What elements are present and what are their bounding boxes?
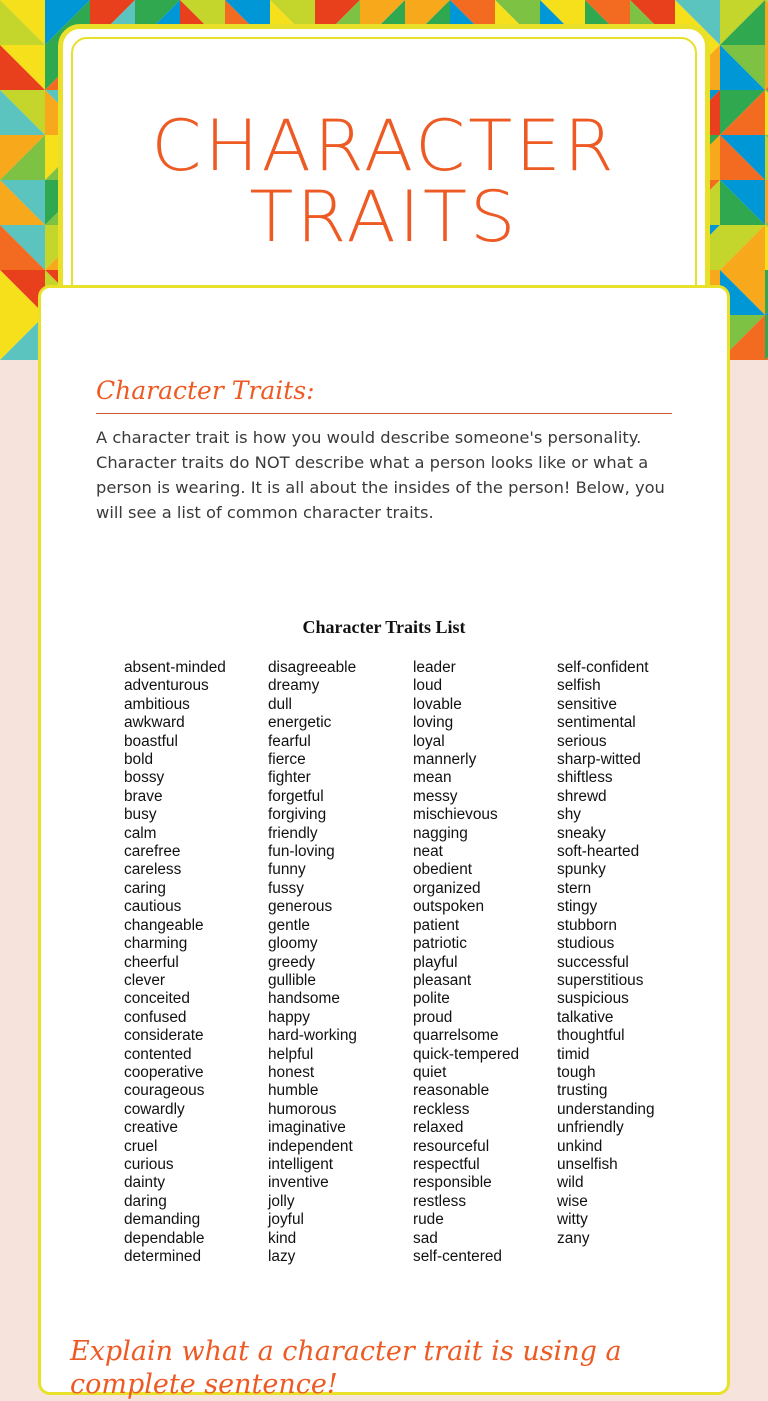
page-title: CHARACTER TRAITS [151, 104, 617, 258]
trait-item: energetic [268, 714, 332, 732]
trait-item: self-centered [413, 1248, 502, 1265]
trait-item: sensitive [557, 695, 617, 713]
trait-item: self-confident [557, 659, 649, 676]
trait-item: disagreeable [268, 659, 357, 676]
traits-column-2 [268, 659, 357, 1266]
trait-item: forgetful [268, 787, 324, 805]
trait-item: generous [268, 898, 333, 916]
trait-item: mean [413, 769, 452, 787]
trait-item: cowardly [124, 1100, 185, 1118]
trait-item: responsible [413, 1174, 492, 1192]
trait-item: timid [557, 1045, 590, 1063]
trait-item: curious [124, 1155, 174, 1173]
trait-item: mannerly [413, 751, 477, 769]
trait-item: spunky [557, 861, 606, 879]
trait-item: fussy [268, 879, 304, 897]
trait-item: demanding [124, 1211, 201, 1229]
traits-column-3 [413, 659, 519, 1266]
trait-item: intelligent [268, 1155, 334, 1173]
trait-item: understanding [557, 1100, 655, 1118]
trait-item: bold [124, 751, 154, 769]
title-card [58, 24, 710, 314]
trait-item: quiet [413, 1063, 447, 1081]
trait-item: loud [413, 677, 443, 695]
trait-item: shrewd [557, 787, 607, 805]
trait-item: serious [557, 732, 607, 750]
trait-item: pleasant [413, 971, 472, 989]
trait-item: cautious [124, 898, 182, 916]
trait-item: imaginative [268, 1119, 346, 1137]
question-prompt: Explain what a character trait is using a complete sentence! [70, 1336, 622, 1400]
trait-item: jolly [268, 1192, 295, 1210]
trait-item: fighter [268, 769, 311, 787]
trait-item: humble [268, 1082, 319, 1100]
trait-item: quarrelsome [413, 1027, 499, 1045]
trait-item: shy [557, 806, 581, 824]
trait-item: conceited [124, 990, 190, 1008]
trait-item: happy [268, 1008, 310, 1026]
trait-item: resourceful [413, 1137, 490, 1155]
trait-item: ambitious [124, 695, 190, 713]
trait-item: messy [413, 787, 458, 805]
trait-item: suspicious [557, 990, 629, 1008]
trait-item: lazy [268, 1248, 296, 1265]
trait-item: mischievous [413, 806, 498, 824]
trait-item: charming [124, 935, 188, 953]
trait-item: hard-working [268, 1027, 357, 1045]
trait-item: obedient [413, 861, 473, 879]
trait-item: superstitious [557, 971, 644, 989]
trait-item: humorous [268, 1100, 337, 1118]
trait-item: greedy [268, 953, 316, 971]
traits-column-1 [124, 659, 226, 1266]
trait-item: wise [557, 1192, 588, 1210]
trait-item: patient [413, 916, 460, 934]
trait-item: shiftless [557, 769, 613, 787]
trait-item: neat [413, 843, 443, 861]
trait-item: careless [124, 861, 182, 879]
trait-item: dull [268, 695, 292, 713]
trait-item: joyful [268, 1211, 304, 1229]
trait-item: respectful [413, 1155, 480, 1173]
trait-item: gullible [268, 971, 316, 989]
trait-item: cooperative [124, 1063, 204, 1081]
trait-item: forgiving [268, 806, 327, 824]
trait-item: polite [413, 990, 450, 1008]
trait-item: fierce [268, 751, 306, 769]
trait-item: unfriendly [557, 1119, 624, 1137]
trait-item: sharp-witted [557, 751, 641, 769]
section-divider [96, 413, 672, 414]
trait-item: courageous [124, 1082, 205, 1100]
traits-column-4 [557, 659, 655, 1248]
trait-item: soft-hearted [557, 843, 640, 861]
trait-item: lovable [413, 695, 462, 713]
trait-item: awkward [124, 714, 185, 732]
trait-item: sneaky [557, 824, 606, 842]
trait-item: successful [557, 953, 629, 971]
trait-item: loyal [413, 732, 445, 750]
trait-item: organized [413, 879, 481, 897]
trait-item: gentle [268, 916, 310, 934]
trait-item: confused [124, 1008, 187, 1026]
trait-item: determined [124, 1248, 201, 1265]
trait-item: dependable [124, 1229, 205, 1247]
trait-item: caring [124, 879, 166, 897]
trait-item: considerate [124, 1027, 204, 1045]
trait-item: fun-loving [268, 843, 335, 861]
trait-item: busy [124, 806, 157, 824]
trait-item: helpful [268, 1045, 314, 1063]
trait-item: nagging [413, 824, 468, 842]
trait-item: adventurous [124, 677, 209, 695]
trait-item: quick-tempered [413, 1045, 520, 1063]
trait-item: dreamy [268, 677, 320, 695]
trait-item: trusting [557, 1082, 608, 1100]
trait-item: zany [557, 1229, 590, 1247]
trait-item: witty [557, 1211, 588, 1229]
trait-item: relaxed [413, 1119, 464, 1137]
trait-item: reasonable [413, 1082, 490, 1100]
trait-item: reckless [413, 1100, 470, 1118]
trait-item: fearful [268, 732, 311, 750]
trait-item: calm [124, 824, 157, 842]
trait-item: absent-minded [124, 659, 226, 676]
trait-item: creative [124, 1119, 178, 1137]
trait-item: tough [557, 1063, 596, 1081]
trait-item: thoughtful [557, 1027, 625, 1045]
trait-item: stubborn [557, 916, 617, 934]
trait-item: talkative [557, 1008, 614, 1026]
trait-item: independent [268, 1137, 353, 1155]
intro-paragraph: A character trait is how you would describe someone's personality. Character traits do NOT describe what a person looks like or what a person is wearing. It is all about the insides of the person! Below, you will see a list of common character traits. [96, 428, 665, 522]
trait-item: sad [413, 1229, 438, 1247]
trait-item: handsome [268, 990, 340, 1008]
trait-item: gloomy [268, 935, 318, 953]
trait-item: inventive [268, 1174, 329, 1192]
trait-item: unkind [557, 1137, 603, 1155]
section-heading: Character Traits: [96, 376, 315, 405]
trait-item: friendly [268, 824, 318, 842]
trait-item: selfish [557, 677, 601, 695]
trait-item: daring [124, 1192, 167, 1210]
trait-item: restless [413, 1192, 467, 1210]
trait-item: outspoken [413, 898, 485, 916]
trait-item: brave [124, 787, 163, 805]
trait-item: rude [413, 1211, 444, 1229]
trait-item: unselfish [557, 1155, 618, 1173]
trait-item: stern [557, 879, 592, 897]
trait-item: funny [268, 861, 306, 879]
trait-item: wild [557, 1174, 584, 1192]
trait-item: cheerful [124, 953, 179, 971]
trait-item: cruel [124, 1137, 158, 1155]
trait-item: contented [124, 1045, 192, 1063]
trait-item: patriotic [413, 935, 467, 953]
trait-item: changeable [124, 916, 204, 934]
trait-item: carefree [124, 843, 181, 861]
trait-item: kind [268, 1229, 297, 1247]
trait-item: playful [413, 953, 458, 971]
trait-item: sentimental [557, 714, 636, 732]
trait-item: loving [413, 714, 454, 732]
trait-item: boastful [124, 732, 178, 750]
traits-list-title: Character Traits List [302, 617, 466, 637]
trait-item: bossy [124, 769, 165, 787]
trait-item: studious [557, 935, 615, 953]
trait-item: proud [413, 1008, 453, 1026]
trait-item: dainty [124, 1174, 166, 1192]
trait-item: clever [124, 971, 166, 989]
trait-item: stingy [557, 898, 598, 916]
trait-item: leader [413, 659, 456, 676]
trait-item: honest [268, 1063, 315, 1081]
